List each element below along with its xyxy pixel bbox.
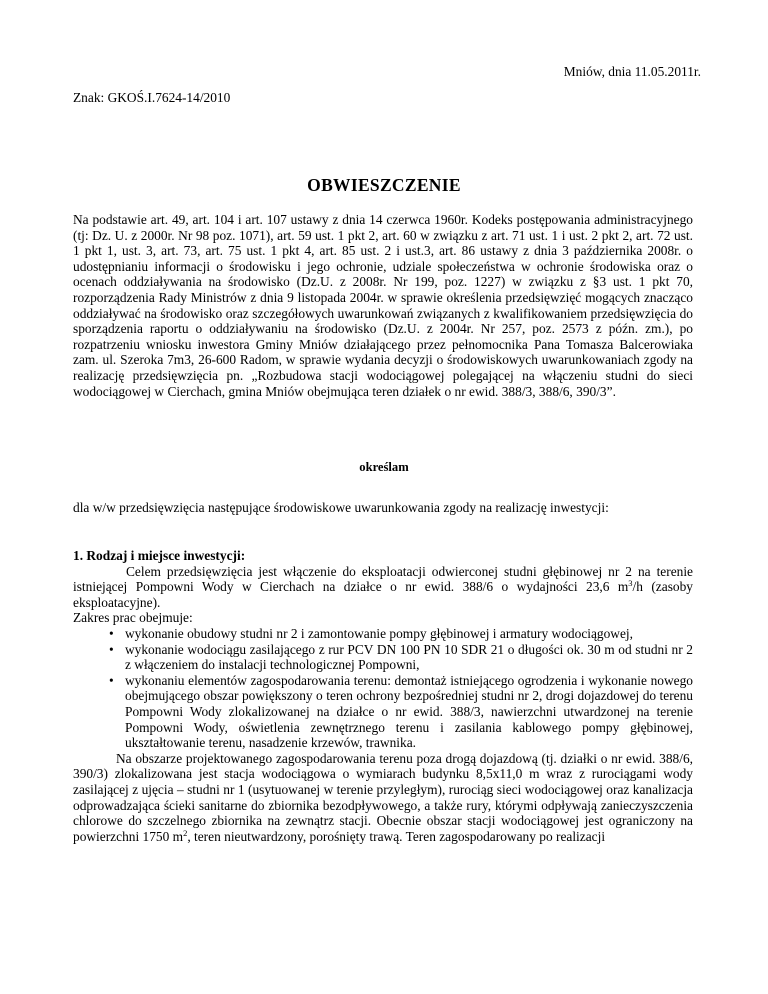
purpose-text: Celem przedsięwzięcia jest włączenie do eksploatacji odwierconej studni głębinowej nr 2 na terenie istniejącej Pompowni Wody w Cierchach na działce o nr ewid. 388/6 o wydajności 23,6 m xyxy=(73,563,693,595)
section-1-purpose-paragraph xyxy=(73,564,693,611)
decision-line: dla w/w przedsięwzięcia następujące środowiskowe uwarunkowania zgody na realizację inwestycji: xyxy=(73,500,609,515)
list-item-text: wykonanie wodociągu zasilającego z rur PCV DN 100 PN 10 SDR 21 o długości ok. 30 m od studni nr 2 z włączeniem do instalacji technologicznej Pompowni, xyxy=(125,641,693,673)
scope-label: Zakres prac obejmuje: xyxy=(73,610,193,626)
list-item xyxy=(73,642,693,673)
bullet-icon: • xyxy=(109,625,114,641)
purpose-unit-superscript: 3 xyxy=(628,578,633,589)
list-item xyxy=(73,673,693,751)
bullet-icon: • xyxy=(109,672,114,688)
section-1-heading: 1. Rodzaj i miejsce inwestycji: xyxy=(73,548,246,563)
purpose-text-end: /h (zasoby eksploatacyjne). xyxy=(73,579,693,610)
legal-basis-paragraph: Na podstawie art. 49, art. 104 i art. 107 ustawy z dnia 14 czerwca 1960r. Kodeks postępowania administracyjnego (tj: Dz. U. z 2000r. Nr 98 poz. 1071), art. 59 ust. 1 pkt 2, art. 60 w związku z art. 71 ust. 1 i ust. 2 pkt 2, art. 72 ust. 1 pkt 1, ust. 3, art. 73, art. 75 ust. 1 pkt 4, art. 85 ust. 2 i ust.3, art. 86 ustawy z dnia 3 października 2008r. o udostępnianiu informacji o środowisku i jego ochronie, udziale społeczeństwa w ochronie środowiska oraz o ocenach oddziaływania na środowisko (Dz.U. z 2008r. Nr 199, poz. 1227) w związku z §3 ust. 1 pkt 70, rozporządzenia Rady Ministrów z dnia 9 listopada 2004r. w sprawie określenia przedsięwzięć mogących znacząco oddziaływać na środowisko oraz szczegółowych uwarunkowań związanych z kwalifikowaniem przedsięwzięcia do sporządzenia raportu o oddziaływaniu na środowisko (Dz.U. z 2004r. Nr 257, poz. 2573 z późn. zm.), po rozpatrzeniu wniosku inwestora Gminy Mniów działającego przez pełnomocnika Pana Tomasza Balcerowiaka zam. ul. Szeroka 7m3, 26-600 Radom, w sprawie wydania decyzji o środowiskowych uwarunkowaniach zgody na realizację przedsięwzięcia pn. „Rozbudowa stacji wodociągowej polegającej na włączeniu studni do sieci wodociągowej w Cierchach, gmina Mniów obejmująca teren działek o nr ewid. 388/3, 388/6, 390/3”. xyxy=(73,212,693,399)
statement-heading: określam xyxy=(359,460,409,474)
area-unit-superscript: 2 xyxy=(183,827,188,838)
list-item-text: wykonanie obudowy studni nr 2 i zamontowanie pompy głębinowej i armatury wodociągowej, xyxy=(125,625,633,641)
site-description-text-end: , teren nieutwardzony, porośnięty trawą. Teren zagospodarowany po realizacji xyxy=(187,828,606,844)
bullet-icon: • xyxy=(109,641,114,657)
list-item-text: wykonaniu elementów zagospodarowania terenu: demontaż istniejącego ogrodzenia i wykonanie nowego obejmującego obszar powiększony o teren ochrony bezpośredniej studni nr 2, drogi dojazdowej do terenu Pompowni Wody zlokalizowanej na działce o nr ewid. 388/3, nawierzchni utwardzonej na terenie Pompowni Wody, oświetlenia zewnętrznego terenu i zasilania kablowego pompy głębinowej, ukształtowanie terenu, nasadzenie krzewów, trawnika. xyxy=(125,672,693,751)
list-item xyxy=(73,626,693,642)
place-date: Mniów, dnia 11.05.2011r. xyxy=(563,64,701,79)
site-description-paragraph xyxy=(73,751,693,845)
works-list xyxy=(73,626,693,751)
section-1 xyxy=(73,548,693,844)
reference-number: Znak: GKOŚ.I.7624-14/2010 xyxy=(73,90,231,105)
document-title: OBWIESZCZENIE xyxy=(307,175,461,195)
site-description-text: Na obszarze projektowanego zagospodarowania terenu poza drogą dojazdową (tj. działki o nr ewid. 388/6, 390/3) zlokalizowana jest stacja wodociągowa o wymiarach budynku 8,5x11,0 m wraz z rurociągami wody zasilającej z ujęcia – studni nr 1 (usytuowanej w terenie przyległym), rurociąg sieci wodociągowej oraz kanalizacja odprowadzająca ścieki sanitarne do zbiornika bezodpływowego, a także rury, którymi odpływają zanieczyszczenia chlorowe do szczelnego zbiornika na zewnątrz stacji. Obecnie obszar stacji wodociągowej jest ograniczony na powierzchni 1750 m xyxy=(73,750,693,844)
